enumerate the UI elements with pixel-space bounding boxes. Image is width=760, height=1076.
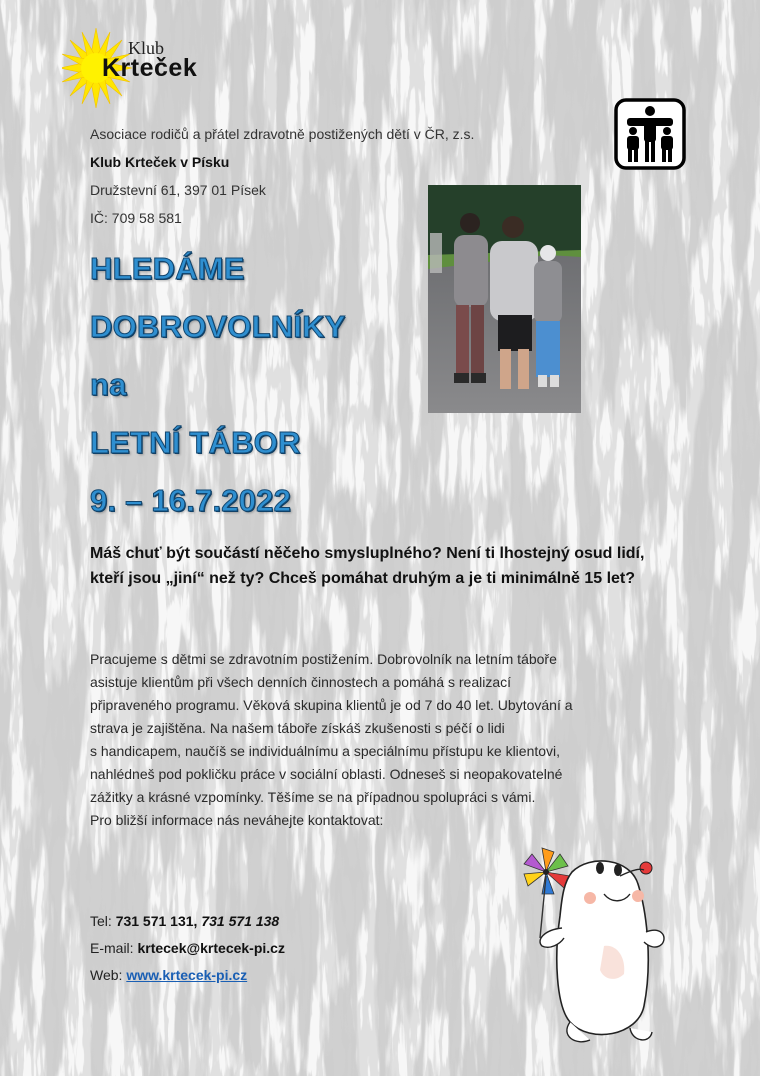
headline-dates: 9. – 16.7.2022 <box>90 483 292 518</box>
body-line: asistuje klientům při všech denních činnostech a pomáhá s realizací <box>90 674 511 690</box>
phone-line <box>90 908 285 935</box>
body-line: Pro bližší informace nás neváhejte kontaktovat: <box>90 812 384 828</box>
organization-address <box>90 120 474 232</box>
club-name: Klub Krteček v Písku <box>90 154 230 170</box>
question-paragraph: Máš chuť být součástí něčeho smysluplného? Není ti lhostejný osud lidí, kteří jsou „jiní“ než ty? Chceš pomáhat druhým a je ti minimálně 15 let? <box>90 545 645 587</box>
headline-line-4: LETNÍ TÁBOR <box>90 425 301 460</box>
contact-block <box>90 908 285 989</box>
email-line <box>90 935 285 962</box>
body-line: připraveného programu. Věková skupina klientů je od 7 do 40 let. Ubytování a <box>90 697 573 713</box>
volunteers-photo <box>428 185 581 413</box>
web-label: Web: <box>90 967 127 983</box>
headline <box>90 240 346 530</box>
email-label: E-mail: <box>90 940 138 956</box>
phone-number-1: 731 571 131, <box>115 913 198 929</box>
pinwheel-icon <box>524 848 570 894</box>
headline-line-3: na <box>90 367 127 402</box>
body-line: Pracujeme s dětmi se zdravotním postižením. Dobrovolník na letním táboře <box>90 651 557 667</box>
logo-club-text: Klub <box>128 38 164 58</box>
phone-number-2: 731 571 138 <box>201 913 280 929</box>
organization-name: Asociace rodičů a přátel zdravotně postižených dětí v ČR, z.s. <box>90 126 475 142</box>
description-paragraph <box>90 648 680 832</box>
club-logo <box>62 24 202 108</box>
body-line: s handicapem, naučíš se individuálnímu a speciálnímu přístupu ke klientovi, <box>90 743 561 759</box>
headline-line-1: HLEDÁME <box>90 251 245 286</box>
mole-mascot-illustration <box>520 846 670 1056</box>
body-line: strava je zajištěna. Na našem táboře získáš zkušenosti s péčí o lidi <box>90 720 505 736</box>
body-line: zážitky a krásné vzpomínky. Těšíme se na případnou spolupráci s vámi. <box>90 789 536 805</box>
headline-line-2: DOBROVOLNÍKY <box>90 309 346 344</box>
website-link[interactable]: www.krtecek-pi.cz <box>126 967 248 983</box>
street-address: Družstevní 61, 397 01 Písek <box>90 182 266 198</box>
phone-label: Tel: <box>90 913 116 929</box>
email-address: krtecek@krtecek-pi.cz <box>137 940 285 956</box>
web-line <box>90 962 285 989</box>
body-line: nahlédneš pod pokličku práce v sociální oblasti. Odneseš si neopakovatelné <box>90 766 563 782</box>
logo-name-text: Krteček <box>102 54 198 82</box>
company-id: IČ: 709 58 581 <box>90 210 182 226</box>
family-icon <box>614 98 686 170</box>
